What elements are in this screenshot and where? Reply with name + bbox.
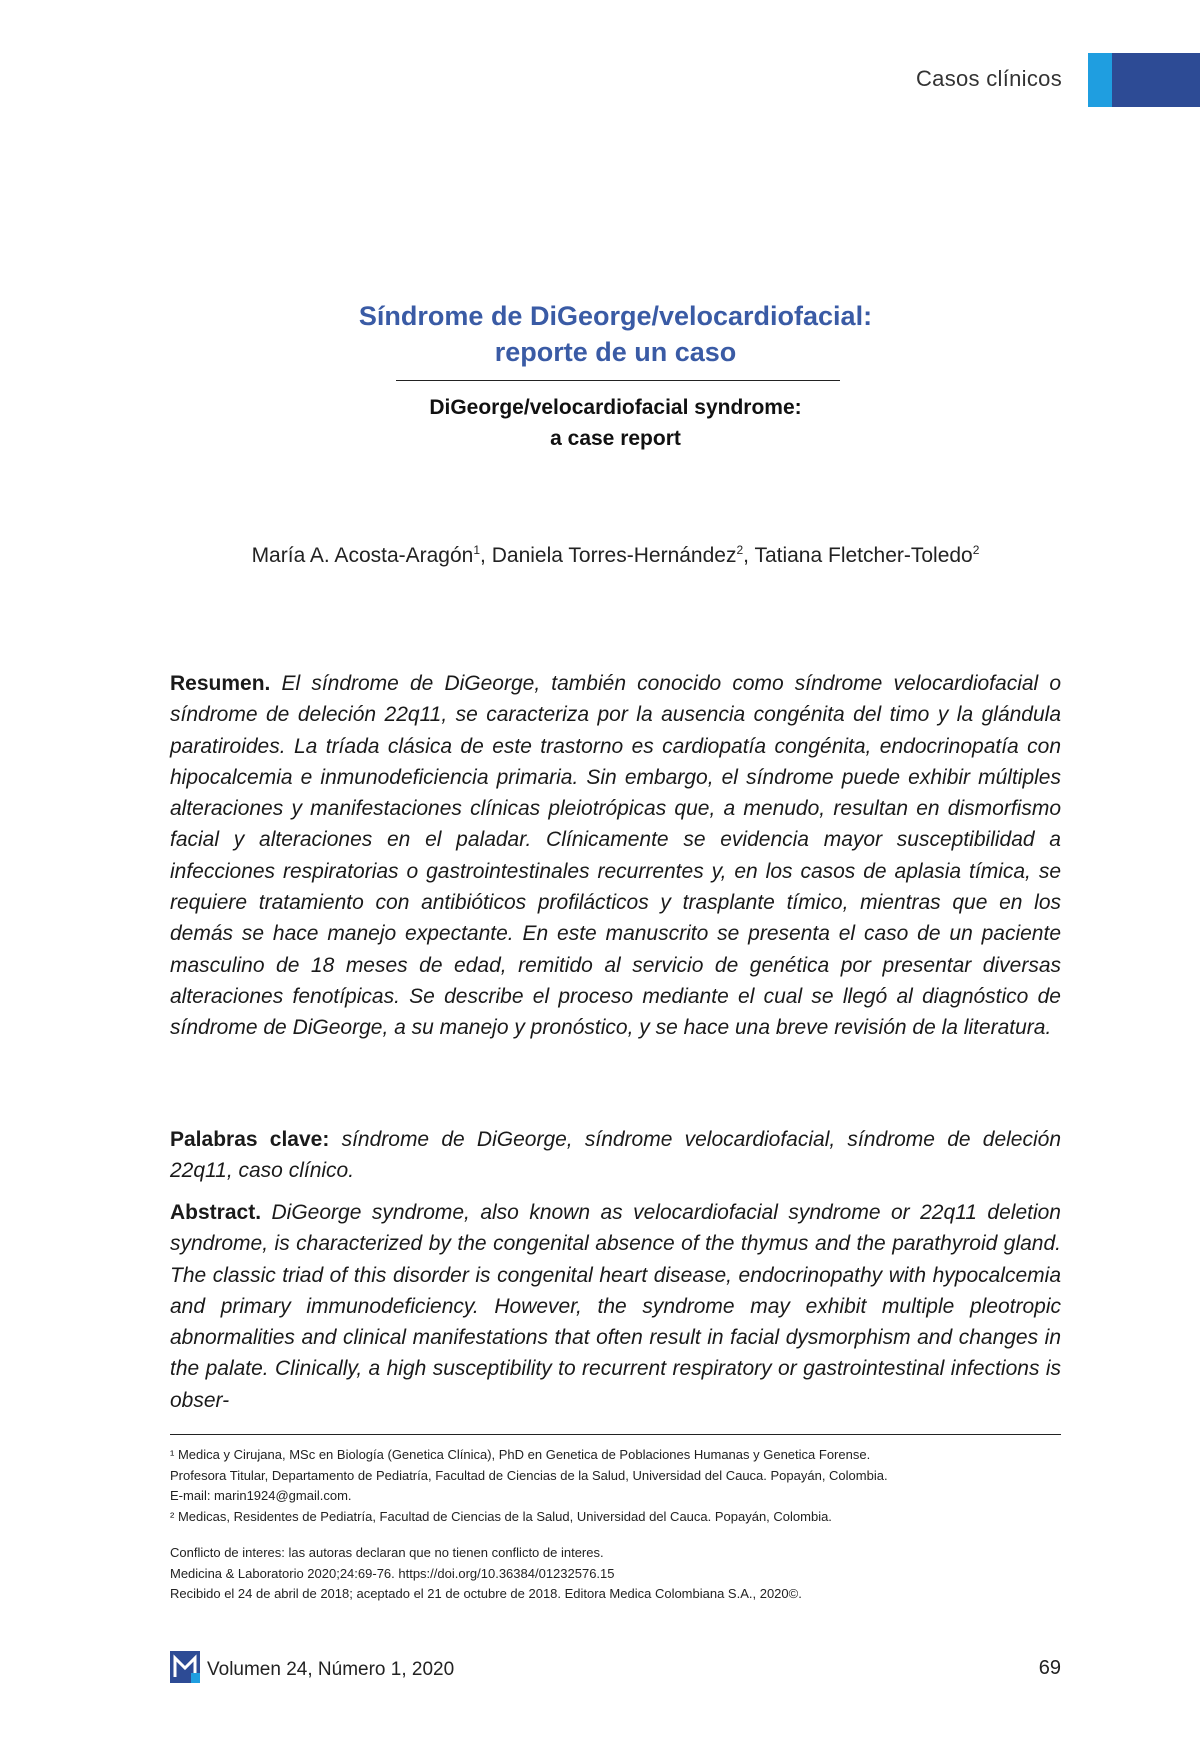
title-english-line-1: DiGeorge/velocardiofacial syndrome:	[429, 396, 802, 419]
footnote-2: ² Medicas, Residentes de Pediatría, Facultad de Ciencias de la Salud, Universidad del Cauca. Popayán, Colombia.	[170, 1508, 832, 1524]
abstract-label: Abstract.	[170, 1201, 262, 1224]
page-number: 69	[1038, 1657, 1061, 1679]
citation-line: Medicina & Laboratorio 2020;24:69-76. https://doi.org/10.36384/01232576.15	[170, 1565, 615, 1581]
corner-tab-light	[1088, 53, 1112, 107]
author-2: Daniela Torres-Hernández	[491, 544, 737, 567]
received-dates: Recibido el 24 de abril de 2018; aceptado el 21 de octubre de 2018. Editora Medica Colombiana S.A., 2020©.	[170, 1586, 802, 1601]
title-spanish	[0, 298, 1200, 370]
title-divider	[396, 380, 840, 381]
resumen-paragraph	[170, 668, 1061, 1044]
author-separator: ,	[480, 544, 492, 567]
author-3: Tatiana Fletcher-Toledo	[754, 544, 973, 567]
author-1: María A. Acosta-Aragón	[251, 544, 474, 567]
volume-info: Volumen 24, Número 1, 2020	[207, 1659, 455, 1680]
footnote-1-line-1: ¹ Medica y Cirujana, MSc en Biología (Genetica Clínica), PhD en Genetica de Poblaciones Humanas y Genetica Forense.	[170, 1447, 871, 1462]
author-2-affiliation: 2	[736, 543, 744, 557]
author-3-affiliation: 2	[972, 543, 980, 557]
author-list	[0, 543, 1200, 568]
conflict-statement: Conflicto de interes: las autoras declaran que no tienen conflicto de interes.	[170, 1545, 604, 1560]
footnote-1-email: E-mail: marin1924@gmail.com.	[170, 1488, 352, 1504]
resumen-text: El síndrome de DiGeorge, también conocido como síndrome velocardiofacial o síndrome de deleción 22q11, se caracteriza por la ausencia congénita del timo y la glándula paratiroides. La tríada clásica de este trastorno es cardiopatía congénita, endocrinopatía con hipocalcemia e inmunodeficiencia primaria. Sin embargo, el síndrome puede exhibir múltiples alteraciones y manifestaciones clínicas pleiotrópicas que, a menudo, resultan en dismorfismo facial y alteraciones en el paladar. Clínicamente se evidencia mayor susceptibilidad a infecciones respiratorias o gastrointestinales recurrentes y, en los casos de aplasia tímica, se requiere tratamiento con antibióticos profilácticos y trasplante tímico, mientras que en los demás se hace manejo expectante. En este manuscrito se presenta el caso de un paciente masculino de 18 meses de edad, remitido al servicio de genética por presentar diversas alteraciones fenotípicas. Se describe el proceso mediante el cual se llegó al diagnóstico de síndrome de DiGeorge, a su manejo y pronóstico, y se hace una breve revisión de la literatura.	[170, 672, 1062, 1040]
title-english-line-2: a case report	[550, 427, 681, 450]
abstract-paragraph	[170, 1197, 1061, 1416]
keywords-paragraph	[170, 1124, 1061, 1187]
journal-logo-icon	[170, 1651, 200, 1683]
footnotes	[170, 1445, 1061, 1527]
resumen-label: Resumen.	[170, 672, 271, 695]
abstract-text: DiGeorge syndrome, also known as velocardiofacial syndrome or 22q11 deletion syndrome, is characterized by the congenital absence of the thymus and the parathyroid gland. The classic triad of this disorder is congenital heart disease, endocrinopathy with hypocalcemia and primary immunodeficiency. However, the syndrome may exhibit multiple pleotropic abnormalities and clinical manifestations that often result in facial dysmorphism and changes in the palate. Clinically, a high susceptibility to recurrent respiratory or gastrointestinal infections is obser-	[170, 1201, 1061, 1412]
footnote-divider	[170, 1434, 1061, 1435]
section-label: Casos clínicos	[915, 66, 1062, 91]
title-spanish-line-2: reporte de un caso	[494, 337, 737, 367]
footnote-1-line-2: Profesora Titular, Departamento de Pediatría, Facultad de Ciencias de la Salud, Universidad del Cauca. Popayán, Colombia.	[170, 1467, 888, 1483]
title-spanish-line-1: Síndrome de DiGeorge/velocardiofacial:	[358, 301, 873, 331]
keywords-text: síndrome de DiGeorge, síndrome velocardiofacial, síndrome de deleción 22q11, caso clínico.	[170, 1128, 1062, 1183]
title-english	[0, 392, 1200, 454]
author-1-affiliation: 1	[473, 543, 481, 557]
article-metadata	[170, 1543, 1061, 1605]
corner-color-tab	[1088, 53, 1200, 107]
keywords-label: Palabras clave:	[170, 1128, 330, 1151]
author-separator: ,	[743, 544, 755, 567]
corner-tab-dark	[1112, 53, 1200, 107]
